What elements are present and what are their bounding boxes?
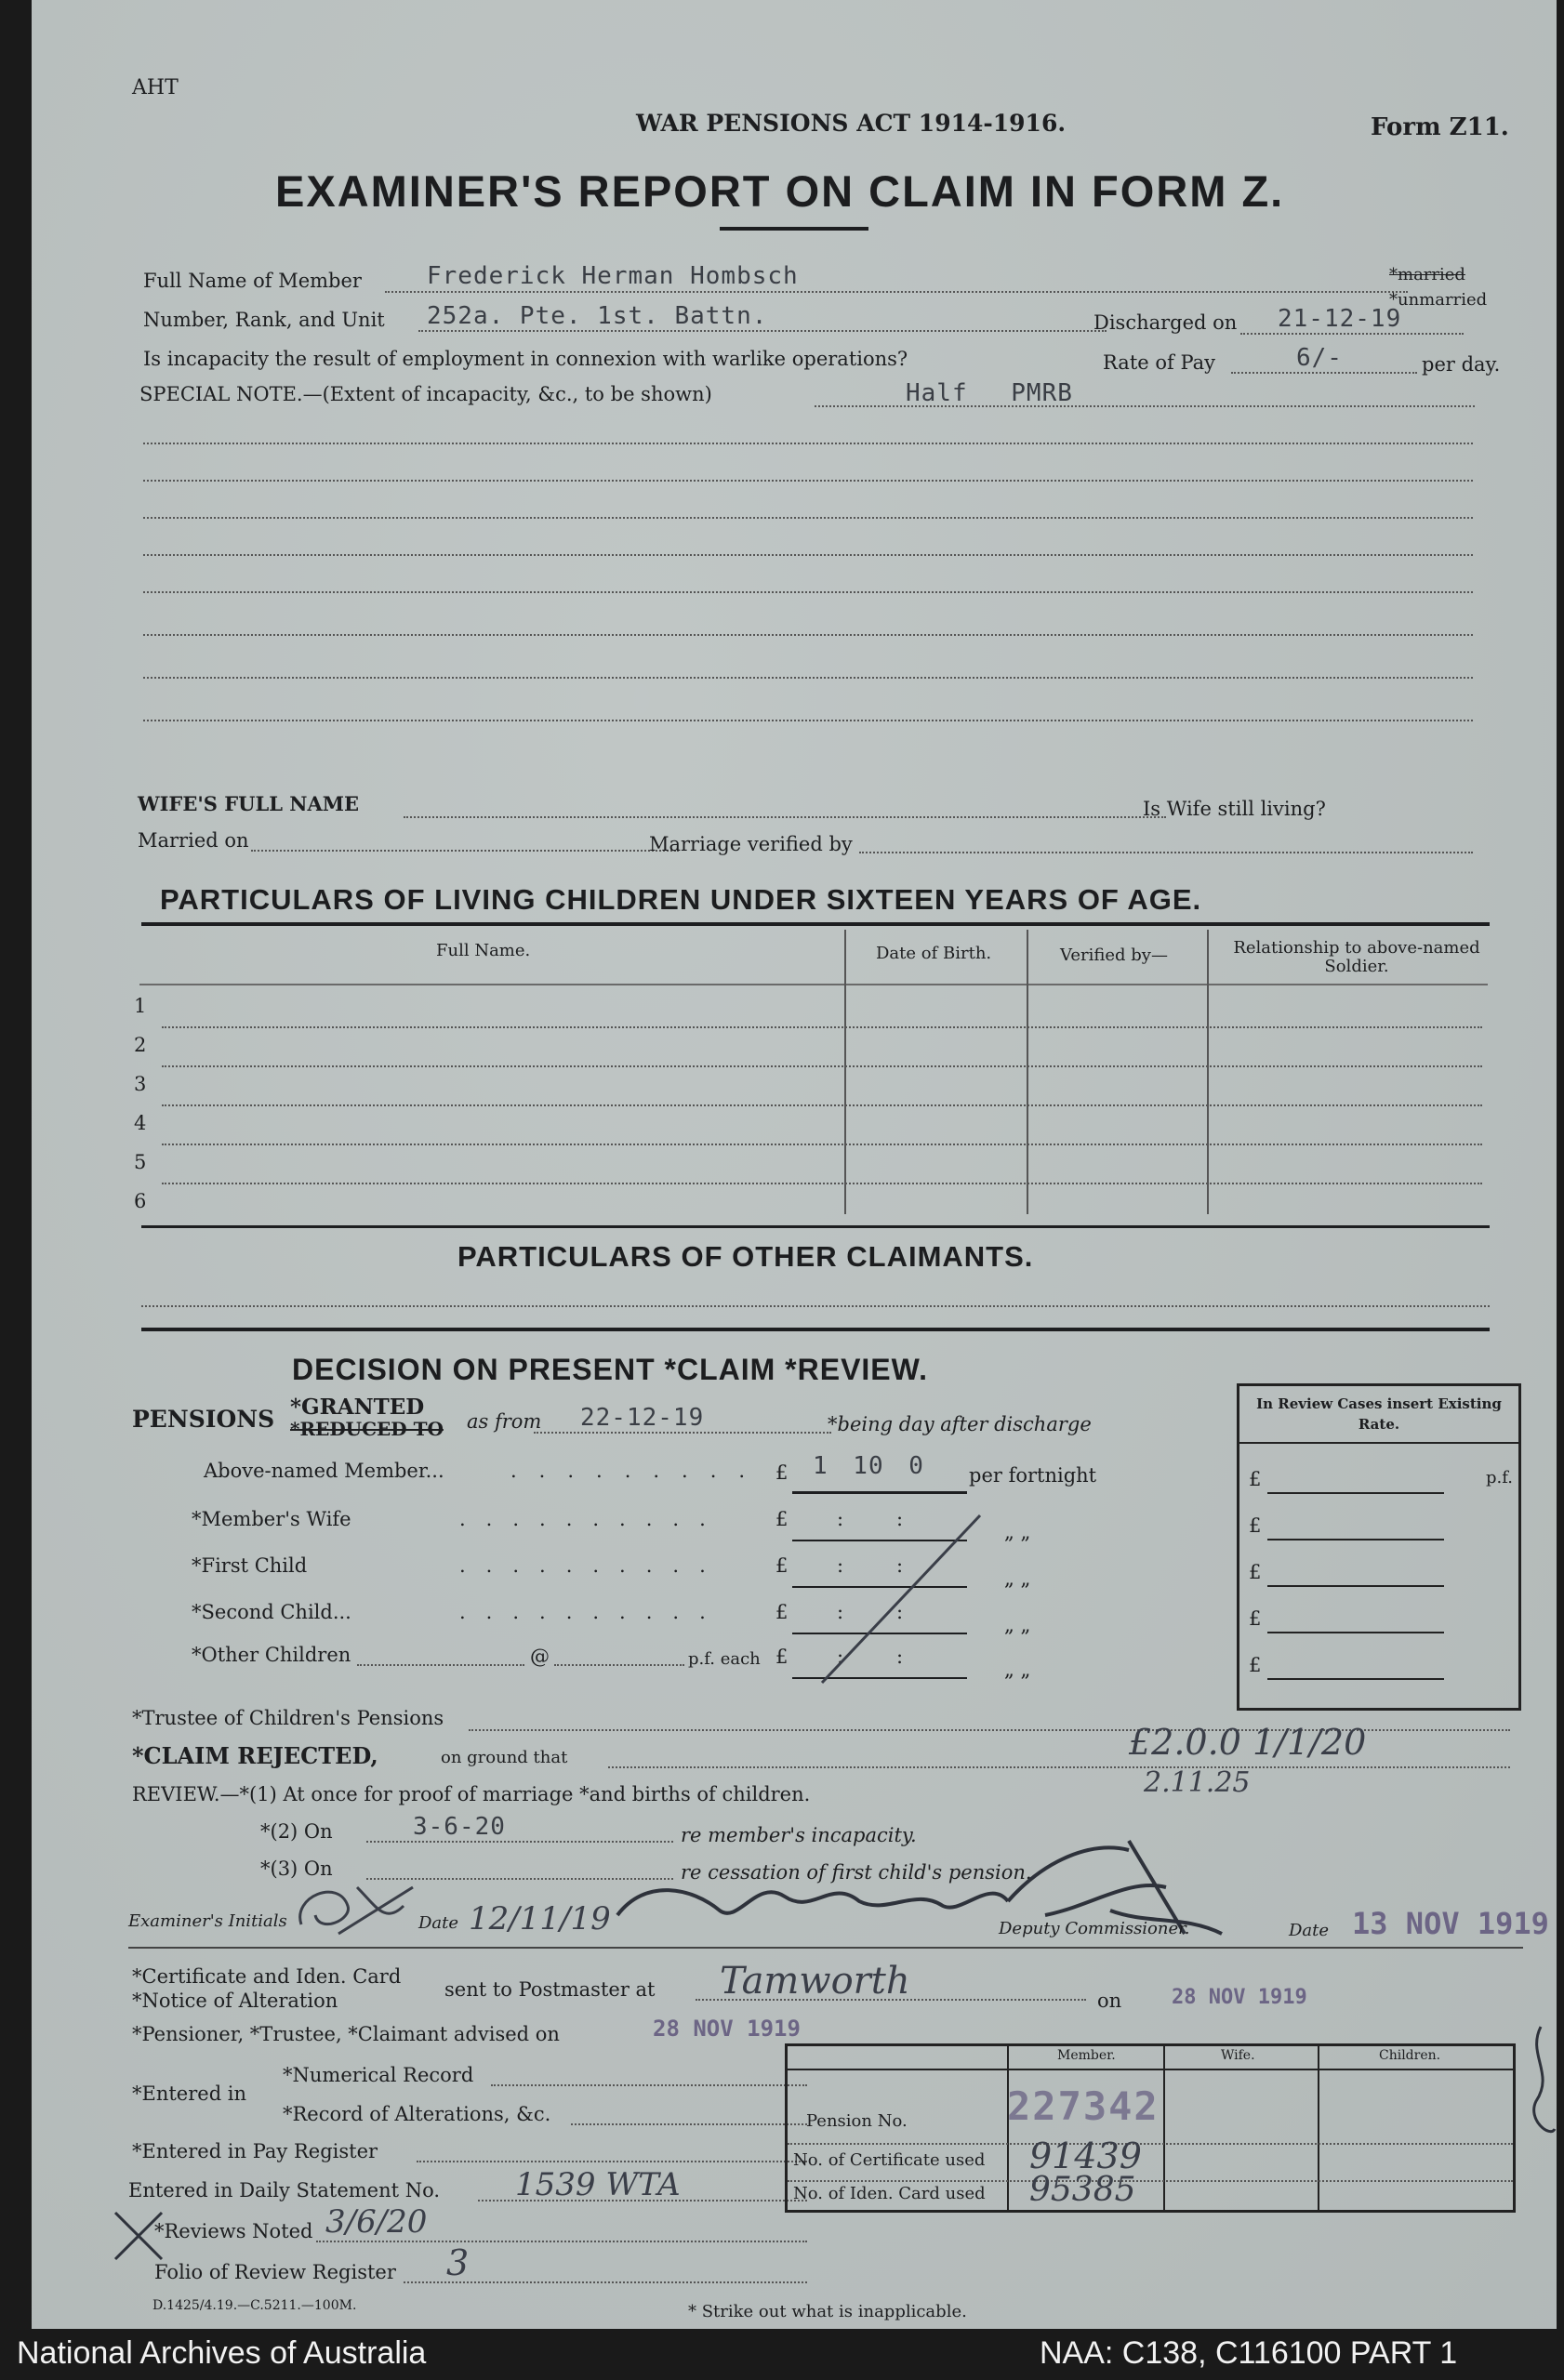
act-title: WAR PENSIONS ACT 1914-1916. xyxy=(636,110,1067,137)
sent-on-stamp: 28 NOV 1919 xyxy=(1172,1986,1307,2009)
archive-reference: NAA: C138, C116100 PART 1 xyxy=(1040,2335,1458,2371)
rejected-ground: on ground that xyxy=(441,1748,568,1767)
reduced-option: *REDUCED TO xyxy=(290,1418,444,1440)
review-2-date: 3-6-20 xyxy=(413,1813,506,1841)
pension-number-stamp: 227342 xyxy=(1007,2083,1160,2129)
child-row: 3 xyxy=(134,1073,1491,1112)
ditto-wife: „ „ xyxy=(1004,1521,1031,1543)
child-row: 2 xyxy=(134,1034,1491,1073)
review-2-label: *(2) On xyxy=(260,1820,333,1843)
daily-statement-label: Entered in Daily Statement No. xyxy=(128,2179,441,2202)
review-3-label: *(3) On xyxy=(260,1858,333,1880)
children-heading: PARTICULARS OF LIVING CHILDREN UNDER SIXTEEN YEARS OF AGE. xyxy=(160,883,1202,916)
children-col-name: Full Name. xyxy=(436,941,531,960)
special-note-value: Half PMRB xyxy=(906,379,1073,407)
second-child-label: *Second Child... xyxy=(192,1601,351,1623)
rate-of-pay-label: Rate of Pay xyxy=(1103,351,1216,374)
examiner-date-value: 12/11/19 xyxy=(469,1900,611,1937)
incapacity-question: Is incapacity the result of employment in connexion with warlike operations? xyxy=(143,348,908,370)
discharged-value: 21-12-19 xyxy=(1278,305,1402,333)
rejected-annotation: £2.0.0 1/1/20 xyxy=(1129,1722,1367,1763)
child-row: 5 xyxy=(134,1151,1491,1190)
folio-value: 3 xyxy=(446,2242,470,2283)
other-claimants-heading: PARTICULARS OF OTHER CLAIMANTS. xyxy=(457,1240,1034,1273)
other-children-label: *Other Children xyxy=(192,1644,351,1666)
child-row: 4 xyxy=(134,1112,1491,1151)
corner-code: AHT xyxy=(132,76,179,99)
notice-alteration-label: *Notice of Alteration xyxy=(132,1990,338,2012)
per-fortnight: per fortnight xyxy=(969,1464,1097,1487)
married-on-label: Married on xyxy=(138,829,249,852)
unmarried-option: *unmarried xyxy=(1389,290,1488,310)
first-child-label: *First Child xyxy=(192,1554,308,1577)
per-day: per day. xyxy=(1422,353,1501,376)
wife-name-label: WIFE'S FULL NAME xyxy=(138,792,360,815)
entered-in-label: *Entered in xyxy=(132,2082,247,2105)
received-date-stamp: 13 NOV 1919 xyxy=(1352,1906,1549,1941)
number-rank-value: 252a. Pte. 1st. Battn. xyxy=(427,302,768,330)
archive-caption: National Archives of Australia xyxy=(17,2335,427,2371)
title-rule xyxy=(720,227,868,231)
sent-to-postmaster-label: sent to Postmaster at xyxy=(444,1978,656,2001)
review-date-annotation: 2.11.25 xyxy=(1144,1766,1251,1799)
children-col-relationship: Relationship to above-named Soldier. xyxy=(1233,938,1480,976)
deputy-commissioner-label: Deputy Commissioner. xyxy=(999,1919,1190,1938)
folio-label: Folio of Review Register xyxy=(154,2261,396,2283)
member-pound: £ xyxy=(775,1461,789,1484)
member-amount: 1 10 0 xyxy=(813,1452,924,1480)
member-rate-label: Above-named Member... xyxy=(204,1460,444,1482)
margin-initial-mark xyxy=(1518,2017,1564,2148)
being-day-note: *being day after discharge xyxy=(828,1413,1092,1435)
discharged-label: Discharged on xyxy=(1093,311,1238,334)
children-col-verified: Verified by— xyxy=(1060,945,1168,965)
pension-number-table: Member. Wife. Children. Pension No. 227342 No. of Certificate used 91439 No. of Iden. Card used 95385 xyxy=(785,2043,1516,2213)
wife-living-label: Is Wife still living? xyxy=(1143,798,1326,820)
advised-date-stamp: 28 NOV 1919 xyxy=(653,2016,801,2042)
examiner-date-label: Date xyxy=(418,1913,459,1933)
full-name-value: Frederick Herman Hombsch xyxy=(427,262,799,290)
reviews-noted-label: *Reviews Noted xyxy=(154,2220,313,2242)
review-box-title: In Review Cases insert Existing Rate. xyxy=(1256,1395,1502,1433)
examiner-initials-signature xyxy=(283,1869,431,1943)
granted-option: *GRANTED xyxy=(290,1395,425,1420)
review-1-label: REVIEW.—*(1) At once for proof of marriage *and births of children. xyxy=(132,1783,811,1805)
pensions-label: PENSIONS xyxy=(132,1406,275,1433)
certificate-label: *Certificate and Iden. Card xyxy=(132,1965,402,1988)
married-option: *married xyxy=(1389,265,1465,284)
children-col-dob: Date of Birth. xyxy=(876,944,992,963)
deputy-date-label: Date xyxy=(1289,1921,1330,1940)
pf-each: p.f. each xyxy=(688,1649,761,1669)
table-col-member: Member. xyxy=(1057,2048,1116,2063)
page-title: EXAMINER'S REPORT ON CLAIM IN FORM Z. xyxy=(275,166,1285,216)
sent-on-label: on xyxy=(1097,1990,1122,2012)
table-col-wife: Wife. xyxy=(1221,2048,1255,2063)
document-page: AHT WAR PENSIONS ACT 1914-1916. Form Z11. EXAMINER'S REPORT ON CLAIM IN FORM Z. Full Name of Member Frederick Herman Hombsch *married *unmarried Number, Rank, and Unit 252a. Pte. 1st. Battn. Discharged on 21-12-19 Is incapacity the result of employment in connexion with warlike operations? Rate of Pay 6/- per day. SPECIAL NOTE.—(Extent of incapacity, &c., to be shown) Half PMRB WIFE'S FULL NAME Is Wife still living? Married on Marriage verified by PARTICULARS OF LIVING CHILDREN UNDER SIXTEEN YEARS OF AGE. Full Name. Date of Birth. Verified by— Relationship to above-named Soldier. 1 2 3 4 5 6 PARTICULARS OF OTHER CLAIMANTS. DECISION ON PRESENT *CLAIM *REVIEW. PENSIONS *GRANTED *REDUCED TO as from 22-12-19 *being day after discharge Above-named Member... ......... £ 1 10 0 per fortnight *Member's Wife *First Child *Second Child... *Other Children @ p.f. each .......... .......... .......... £ £ £ £ : : : : : : : : „ „ „ „ „ „ „ „ In Review Cases insert Existing Rate. £ p.f. £ £ £ £ *Trustee of Children's Pensions *CLAIM REJECTED, on ground that £2.0.0 1/1/20 2.11.25 REVIEW.—*(1) At once for proof of marriage *and births of children. *(2) On 3-6-20 re member's incapacity. *(3) On re cessation of first child's pension. Examiner's Initials Date 12/11/19 Deputy Commissioner. Date 13 NOV 1919 *Certificate and Iden. Card *Notice of Alteration sent to Postmaster at Tamworth on 28 NOV 1919 *Pensioner, *Trustee, *Claimant advised on 28 NOV 1919 *Numerical Record *Entered in *Record of Alterations, &c. *Entered in Pay Register Entered in Daily Statement No. 1539 WTA *Reviews Noted 3/6/20 Folio of Review Register 3 Member. Wife. Children. Pension No. 227342 No. of Certificate used 91439 No. of Iden. Card used 95385 D.1425/4.19.—C.5211.—100M. * Strike out what is inapplicable. xyxy=(32,0,1557,2329)
at-symbol: @ xyxy=(530,1646,550,1668)
alterations-record-label: *Record of Alterations, &c. xyxy=(283,2103,551,2125)
full-name-label: Full Name of Member xyxy=(143,270,362,292)
daily-statement-value: 1539 WTA xyxy=(515,2166,681,2203)
strike-through-mark xyxy=(794,1506,999,1692)
number-rank-label: Number, Rank, and Unit xyxy=(143,309,385,331)
review-2-text: re member's incapacity. xyxy=(681,1824,917,1846)
cross-mark xyxy=(106,2203,171,2268)
claim-rejected-label: *CLAIM REJECTED, xyxy=(132,1742,378,1769)
marriage-verified-label: Marriage verified by xyxy=(649,833,853,855)
certificate-number: 91439 xyxy=(1029,2135,1142,2176)
review-3-text: re cessation of first child's pension. xyxy=(681,1861,1032,1884)
child-row: 1 xyxy=(134,995,1491,1034)
trustee-label: *Trustee of Children's Pensions xyxy=(132,1707,444,1729)
pay-register-label: *Entered in Pay Register xyxy=(132,2140,378,2162)
wife-rate-label: *Member's Wife xyxy=(192,1508,351,1530)
reviews-noted-value: 3/6/20 xyxy=(325,2203,428,2241)
child-row: 6 xyxy=(134,1190,147,1212)
strike-note: * Strike out what is inapplicable. xyxy=(688,2302,967,2321)
decision-heading: DECISION ON PRESENT *CLAIM *REVIEW. xyxy=(292,1353,928,1386)
review-cases-box: In Review Cases insert Existing Rate. £ p.f. £ £ £ £ xyxy=(1237,1383,1521,1711)
postmaster-location: Tamworth xyxy=(720,1960,910,2003)
print-code: D.1425/4.19.—C.5211.—100M. xyxy=(152,2298,357,2313)
examiner-initials-label: Examiner's Initials xyxy=(128,1911,287,1931)
iden-card-number: 95385 xyxy=(1029,2171,1136,2209)
special-note-label: SPECIAL NOTE.—(Extent of incapacity, &c., to be shown) xyxy=(139,383,712,405)
numerical-record-label: *Numerical Record xyxy=(283,2064,474,2086)
table-col-children: Children. xyxy=(1379,2048,1441,2063)
rate-of-pay-value: 6/- xyxy=(1296,344,1343,372)
as-from-label: as from xyxy=(467,1410,542,1433)
form-number: Form Z11. xyxy=(1371,113,1509,141)
as-from-date: 22-12-19 xyxy=(580,1404,705,1432)
advised-label: *Pensioner, *Trustee, *Claimant advised on xyxy=(132,2023,560,2045)
